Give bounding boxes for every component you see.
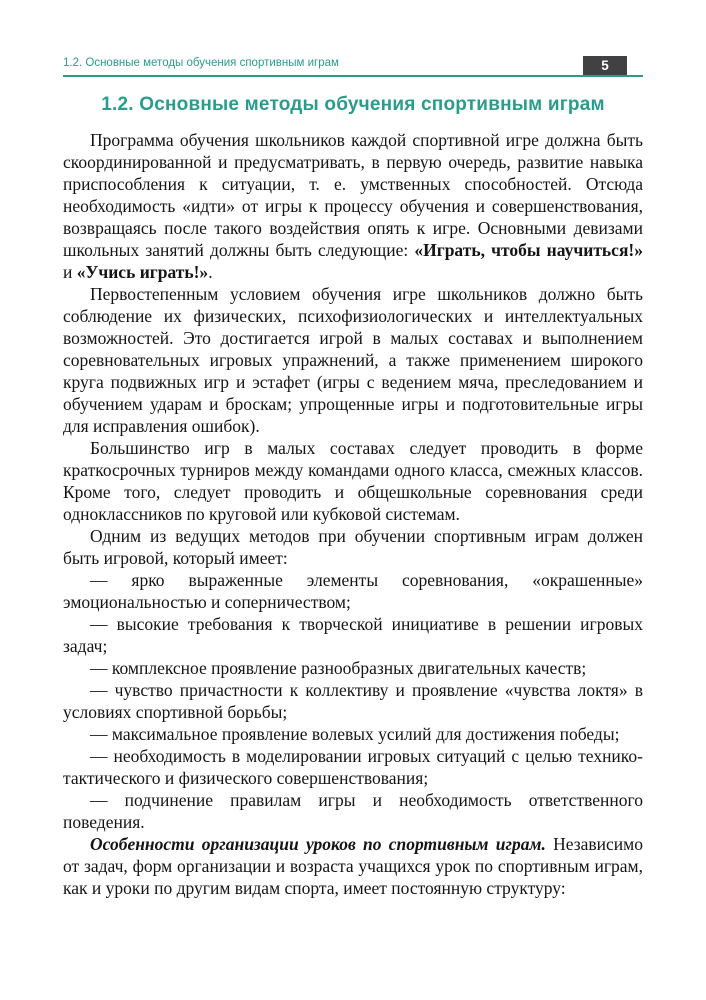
- paragraph: Большинство игр в малых составах следует проводить в форме краткосрочных турниров между командами одного класса, смежных классов. Кроме того, следует проводить и общешкольные соревнования среди одноклассников по круговой или кубковой системам.: [63, 438, 643, 524]
- body-text: [63, 129, 643, 899]
- list-item: — чувство причастности к коллективу и проявление «чувства локтя» в условиях спортивной борьбы;: [63, 680, 643, 722]
- list-item: — комплексное проявление разнообразных двигательных качеств;: [90, 658, 587, 678]
- chapter-title: 1.2. Основные методы обучения спортивным играм: [101, 94, 605, 115]
- running-title: 1.2. Основные методы обучения спортивным играм: [63, 57, 339, 69]
- paragraph-text: .: [208, 262, 213, 282]
- paragraph: [63, 129, 643, 283]
- paragraph: Первостепенным условием обучения игре школьников должно быть соблюдение их физических, психофизиологических и интеллектуальных возможностей. Это достигается игрой в малых составах и выполнением соревновательных игровых упражнений, а также применением широкого круга подвижных игр и эстафет (игры с ведением мяча, преследованием и обучением ударам и броскам; упрощенные игры и подготовительные игры для исправления ошибок).: [63, 284, 643, 436]
- page-number: 5: [583, 56, 627, 75]
- paragraph: [63, 833, 643, 899]
- paragraph-text: Независимо от задач, форм организации и возраста учащихся урок по спортивным играм, как и уроки по другим видам спорта, имеет постоянную структуру:: [63, 834, 643, 898]
- paragraph-lead-bold-italic: Особенности организации уроков по спортивным играм.: [90, 834, 546, 854]
- list-item: — необходимость в моделировании игровых ситуаций с целью технико-тактического и физического совершенствования;: [63, 746, 643, 788]
- paragraph-text: и: [63, 262, 77, 282]
- list-item: — максимальное проявление волевых усилий для достижения победы;: [90, 724, 620, 744]
- motto-bold: «Учись играть!»: [76, 262, 209, 282]
- motto-bold: «Играть, чтобы научиться!»: [414, 240, 643, 260]
- paragraph: Одним из ведущих методов при обучении спортивным играм должен быть игровой, который имеет:: [63, 526, 643, 568]
- list-item: — подчинение правилам игры и необходимость ответственного поведения.: [63, 790, 643, 832]
- list-item: — высокие требования к творческой инициативе в решении игровых задач;: [63, 614, 643, 656]
- list-item: — ярко выраженные элементы соревнования, «окрашенные» эмоциональностью и соперничеством;: [63, 570, 643, 612]
- page-header: [63, 56, 643, 77]
- paragraph-text: Программа обучения школьников каждой спортивной игре должна быть скоординированной и предусматривать, в первую очередь, развитие навыка приспособления к ситуации, т. е. умственных способностей. Отсюда необходимость «идти» от игры к процессу обучения и совершенствования, возвращаясь после такого воздействия опять к игре. Основными девизами школьных занятий должны быть следующие:: [63, 130, 643, 260]
